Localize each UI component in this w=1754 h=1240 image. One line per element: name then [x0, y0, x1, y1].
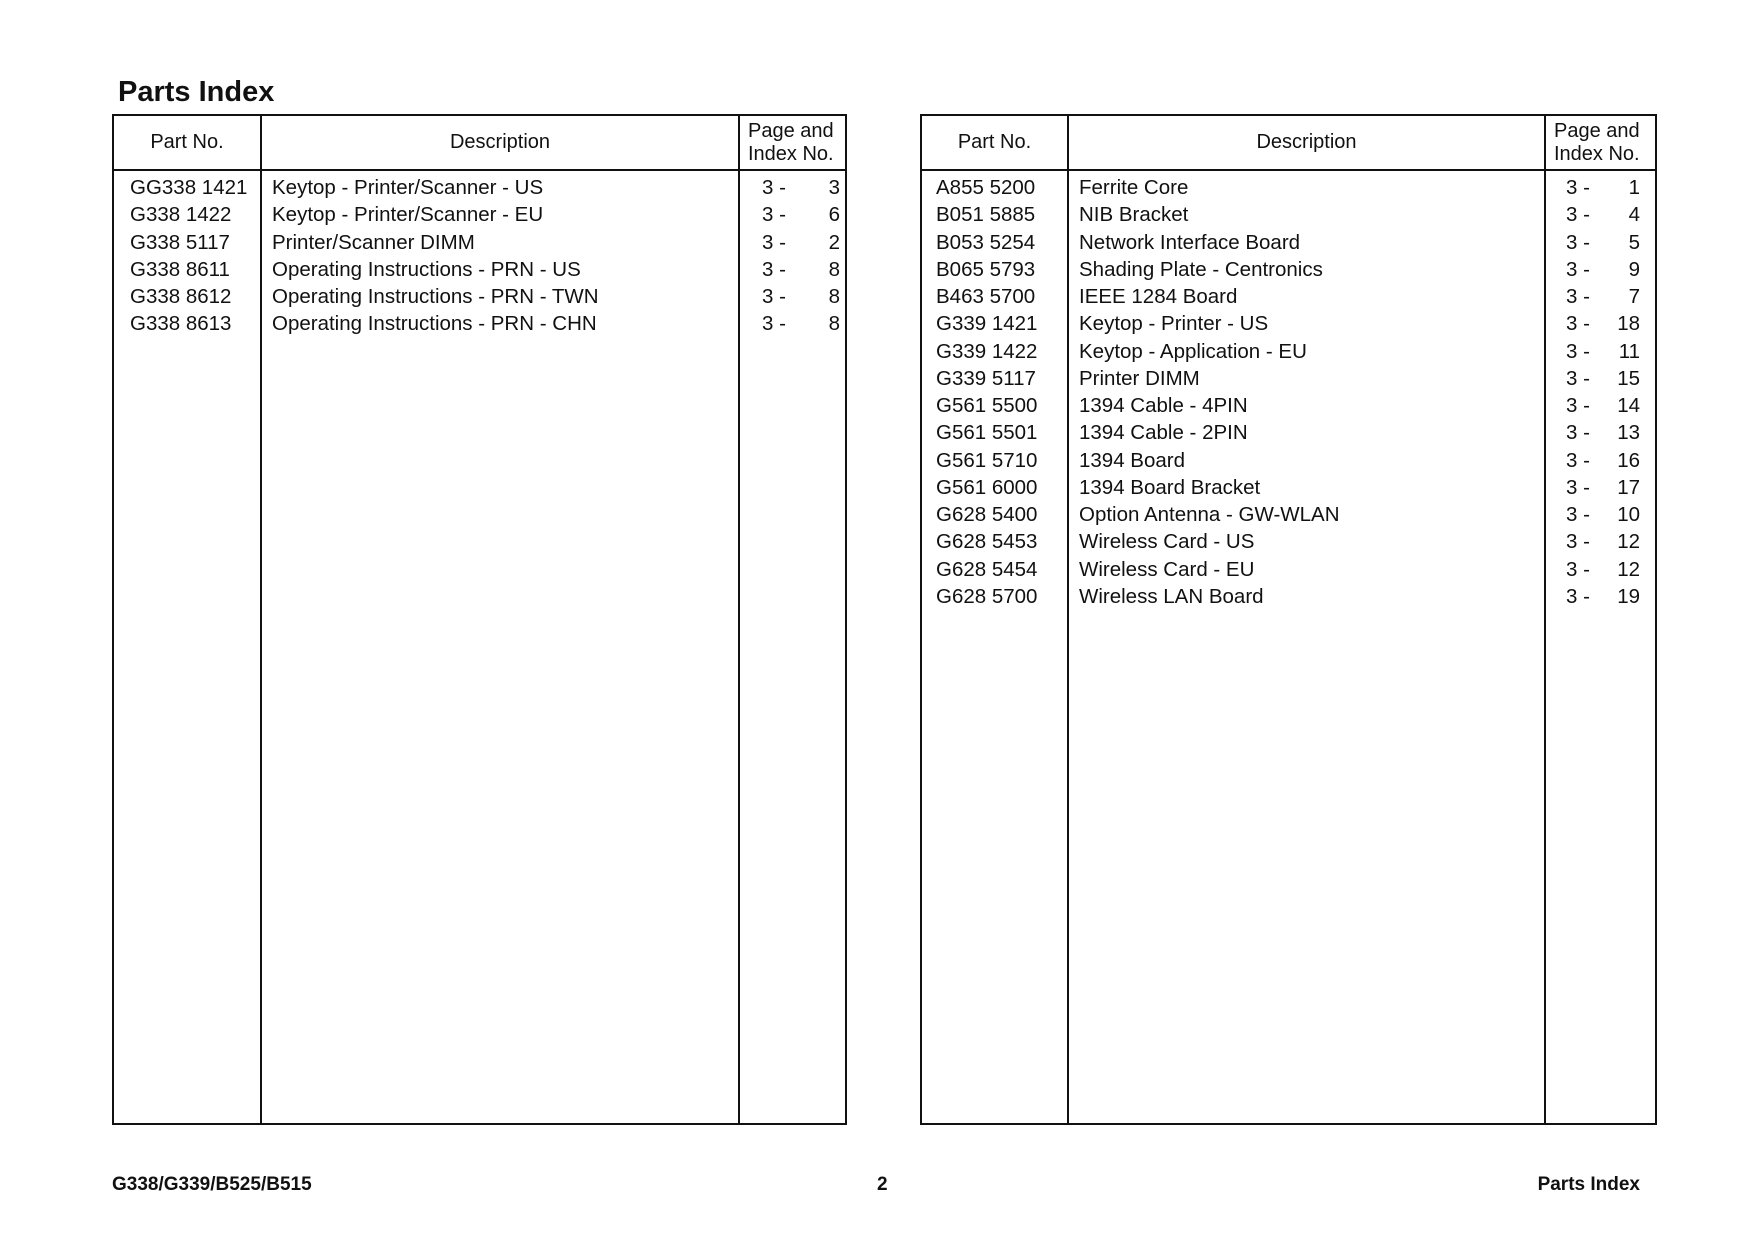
header-page-index: [1546, 116, 1654, 169]
part-number: G561 5710: [936, 448, 1038, 472]
table-row: G561 5500 1394 Cable - 4PIN 3 - 14: [922, 392, 1655, 419]
part-description: Keytop - Printer - US: [1079, 312, 1269, 336]
index-number: 4: [1628, 203, 1640, 227]
table-row: G338 1422 Keytop - Printer/Scanner - EU 3 - 6: [114, 201, 845, 228]
part-description: Option Antenna - GW-WLAN: [1079, 503, 1340, 526]
part-number: B463 5700: [936, 285, 1036, 308]
part-number: G339 1422: [936, 339, 1038, 363]
parts-table-left: [112, 114, 847, 1125]
part-description: 1394 Cable - 2PIN: [1079, 421, 1248, 445]
part-description: 1394 Board Bracket: [1079, 475, 1261, 499]
table-row: G561 6000 1394 Board Bracket 3 - 17: [922, 474, 1655, 501]
index-number: 8: [828, 312, 840, 336]
table-body: [114, 174, 845, 338]
table-row: G338 8611 Operating Instructions - PRN - US 3 - 8: [114, 256, 845, 283]
part-description: Operating Instructions - PRN - US: [272, 257, 581, 281]
index-number: 14: [1617, 394, 1640, 417]
header-page-line2: Index No.: [748, 142, 834, 165]
part-description: 1394 Board: [1079, 448, 1186, 472]
index-number: 10: [1617, 503, 1640, 526]
part-number: G628 5700: [936, 584, 1038, 608]
part-number: G628 5400: [936, 503, 1038, 526]
table-row: B463 5700 IEEE 1284 Board 3 - 7: [922, 283, 1655, 310]
index-number: 6: [828, 203, 840, 227]
part-number: G628 5453: [936, 530, 1038, 554]
table-row: B053 5254 Network Interface Board 3 - 5: [922, 229, 1655, 256]
index-number: 16: [1617, 448, 1640, 472]
part-description: Printer DIMM: [1079, 366, 1200, 390]
table-row: G338 5117 Printer/Scanner DIMM 3 - 2: [114, 229, 845, 256]
footer-page-number: 2: [877, 1174, 888, 1195]
header-part-no: Part No.: [957, 131, 1032, 153]
index-number: 2: [828, 230, 840, 254]
index-number: 9: [1628, 257, 1640, 281]
part-number: G628 5454: [936, 557, 1038, 581]
part-description: Wireless Card - EU: [1079, 557, 1255, 581]
part-description: Network Interface Board: [1079, 230, 1301, 254]
part-number: G561 5500: [936, 394, 1038, 417]
part-number: G338 5117: [130, 230, 230, 254]
index-number: 15: [1617, 366, 1640, 390]
part-number: B065 5793: [936, 257, 1036, 281]
part-number: G561 6000: [936, 475, 1038, 499]
part-description: Keytop - Application - EU: [1079, 339, 1307, 363]
part-description: 1394 Cable - 4PIN: [1079, 394, 1248, 417]
footer-section: Parts Index: [1537, 1174, 1640, 1195]
index-number: 17: [1617, 475, 1640, 499]
index-number: 19: [1617, 584, 1640, 608]
part-number: G338 8611: [130, 257, 230, 281]
part-description: Operating Instructions - PRN - TWN: [272, 285, 599, 308]
table-row: A855 5200 Ferrite Core 3 - 1: [922, 174, 1655, 201]
index-number: 1: [1628, 176, 1640, 199]
table-row: G338 8612 Operating Instructions - PRN - TWN 3 - 8: [114, 283, 845, 310]
part-number: GG338 1421: [130, 176, 248, 199]
part-description: IEEE 1284 Board: [1079, 285, 1238, 308]
header-rule: [922, 169, 1655, 171]
table-row: G628 5700 Wireless LAN Board 3 - 19: [922, 583, 1655, 610]
table-row: G339 5117 Printer DIMM 3 - 15: [922, 365, 1655, 392]
table-row: G561 5501 1394 Cable - 2PIN 3 - 13: [922, 419, 1655, 446]
header-description: Description: [1256, 131, 1357, 153]
header-page-line2: Index No.: [1554, 142, 1640, 165]
table-row: G628 5453 Wireless Card - US 3 - 12: [922, 528, 1655, 555]
table-row: G339 1421 Keytop - Printer - US 3 - 18: [922, 310, 1655, 337]
part-description: Keytop - Printer/Scanner - EU: [272, 203, 544, 227]
parts-table-right: [920, 114, 1657, 1125]
part-number: G338 8612: [130, 285, 232, 308]
part-number: G561 5501: [936, 421, 1038, 445]
part-description: Wireless LAN Board: [1079, 584, 1264, 608]
header-page-index: [740, 116, 844, 169]
index-number: 8: [828, 257, 840, 281]
part-number: G339 1421: [936, 312, 1038, 336]
part-number: A855 5200: [936, 176, 1036, 199]
index-number: 8: [828, 285, 840, 308]
footer-model: G338/G339/B525/B515: [112, 1174, 312, 1195]
part-description: Shading Plate - Centronics: [1079, 257, 1323, 281]
table-row: G339 1422 Keytop - Application - EU 3 - 11: [922, 338, 1655, 365]
part-description: Printer/Scanner DIMM: [272, 230, 475, 254]
part-description: Operating Instructions - PRN - CHN: [272, 312, 597, 336]
header-part-no: Part No.: [150, 131, 224, 153]
table-row: G338 8613 Operating Instructions - PRN - CHN 3 - 8: [114, 310, 845, 337]
table-row: G628 5454 Wireless Card - EU 3 - 12: [922, 556, 1655, 583]
table-row: B051 5885 NIB Bracket 3 - 4: [922, 201, 1655, 228]
part-description: Keytop - Printer/Scanner - US: [272, 176, 544, 199]
index-number: 12: [1617, 530, 1640, 554]
part-number: B051 5885: [936, 203, 1036, 227]
header-page-line1: Page and: [748, 119, 834, 142]
index-number: 12: [1617, 557, 1640, 581]
index-number: 18: [1617, 312, 1640, 336]
table-row: G628 5400 Option Antenna - GW-WLAN 3 - 10: [922, 501, 1655, 528]
header-rule: [114, 169, 845, 171]
index-number: 3: [828, 176, 840, 199]
index-number: 5: [1628, 230, 1640, 254]
part-description: NIB Bracket: [1079, 203, 1189, 227]
header-page-line1: Page and: [1554, 119, 1640, 142]
index-number: 11: [1618, 339, 1640, 363]
table-row: GG338 1421 Keytop - Printer/Scanner - US 3 - 3: [114, 174, 845, 201]
table-row: G561 5710 1394 Board 3 - 16: [922, 447, 1655, 474]
index-number: 13: [1617, 421, 1640, 445]
table-row: B065 5793 Shading Plate - Centronics 3 - 9: [922, 256, 1655, 283]
part-description: Ferrite Core: [1079, 176, 1189, 199]
table-body: [922, 174, 1655, 610]
part-number: B053 5254: [936, 230, 1036, 254]
page-title: Parts Index: [118, 76, 275, 108]
header-description: Description: [449, 131, 551, 153]
part-number: G339 5117: [936, 366, 1036, 390]
part-description: Wireless Card - US: [1079, 530, 1255, 554]
index-number: 7: [1628, 285, 1640, 308]
part-number: G338 8613: [130, 312, 232, 336]
part-number: G338 1422: [130, 203, 232, 227]
